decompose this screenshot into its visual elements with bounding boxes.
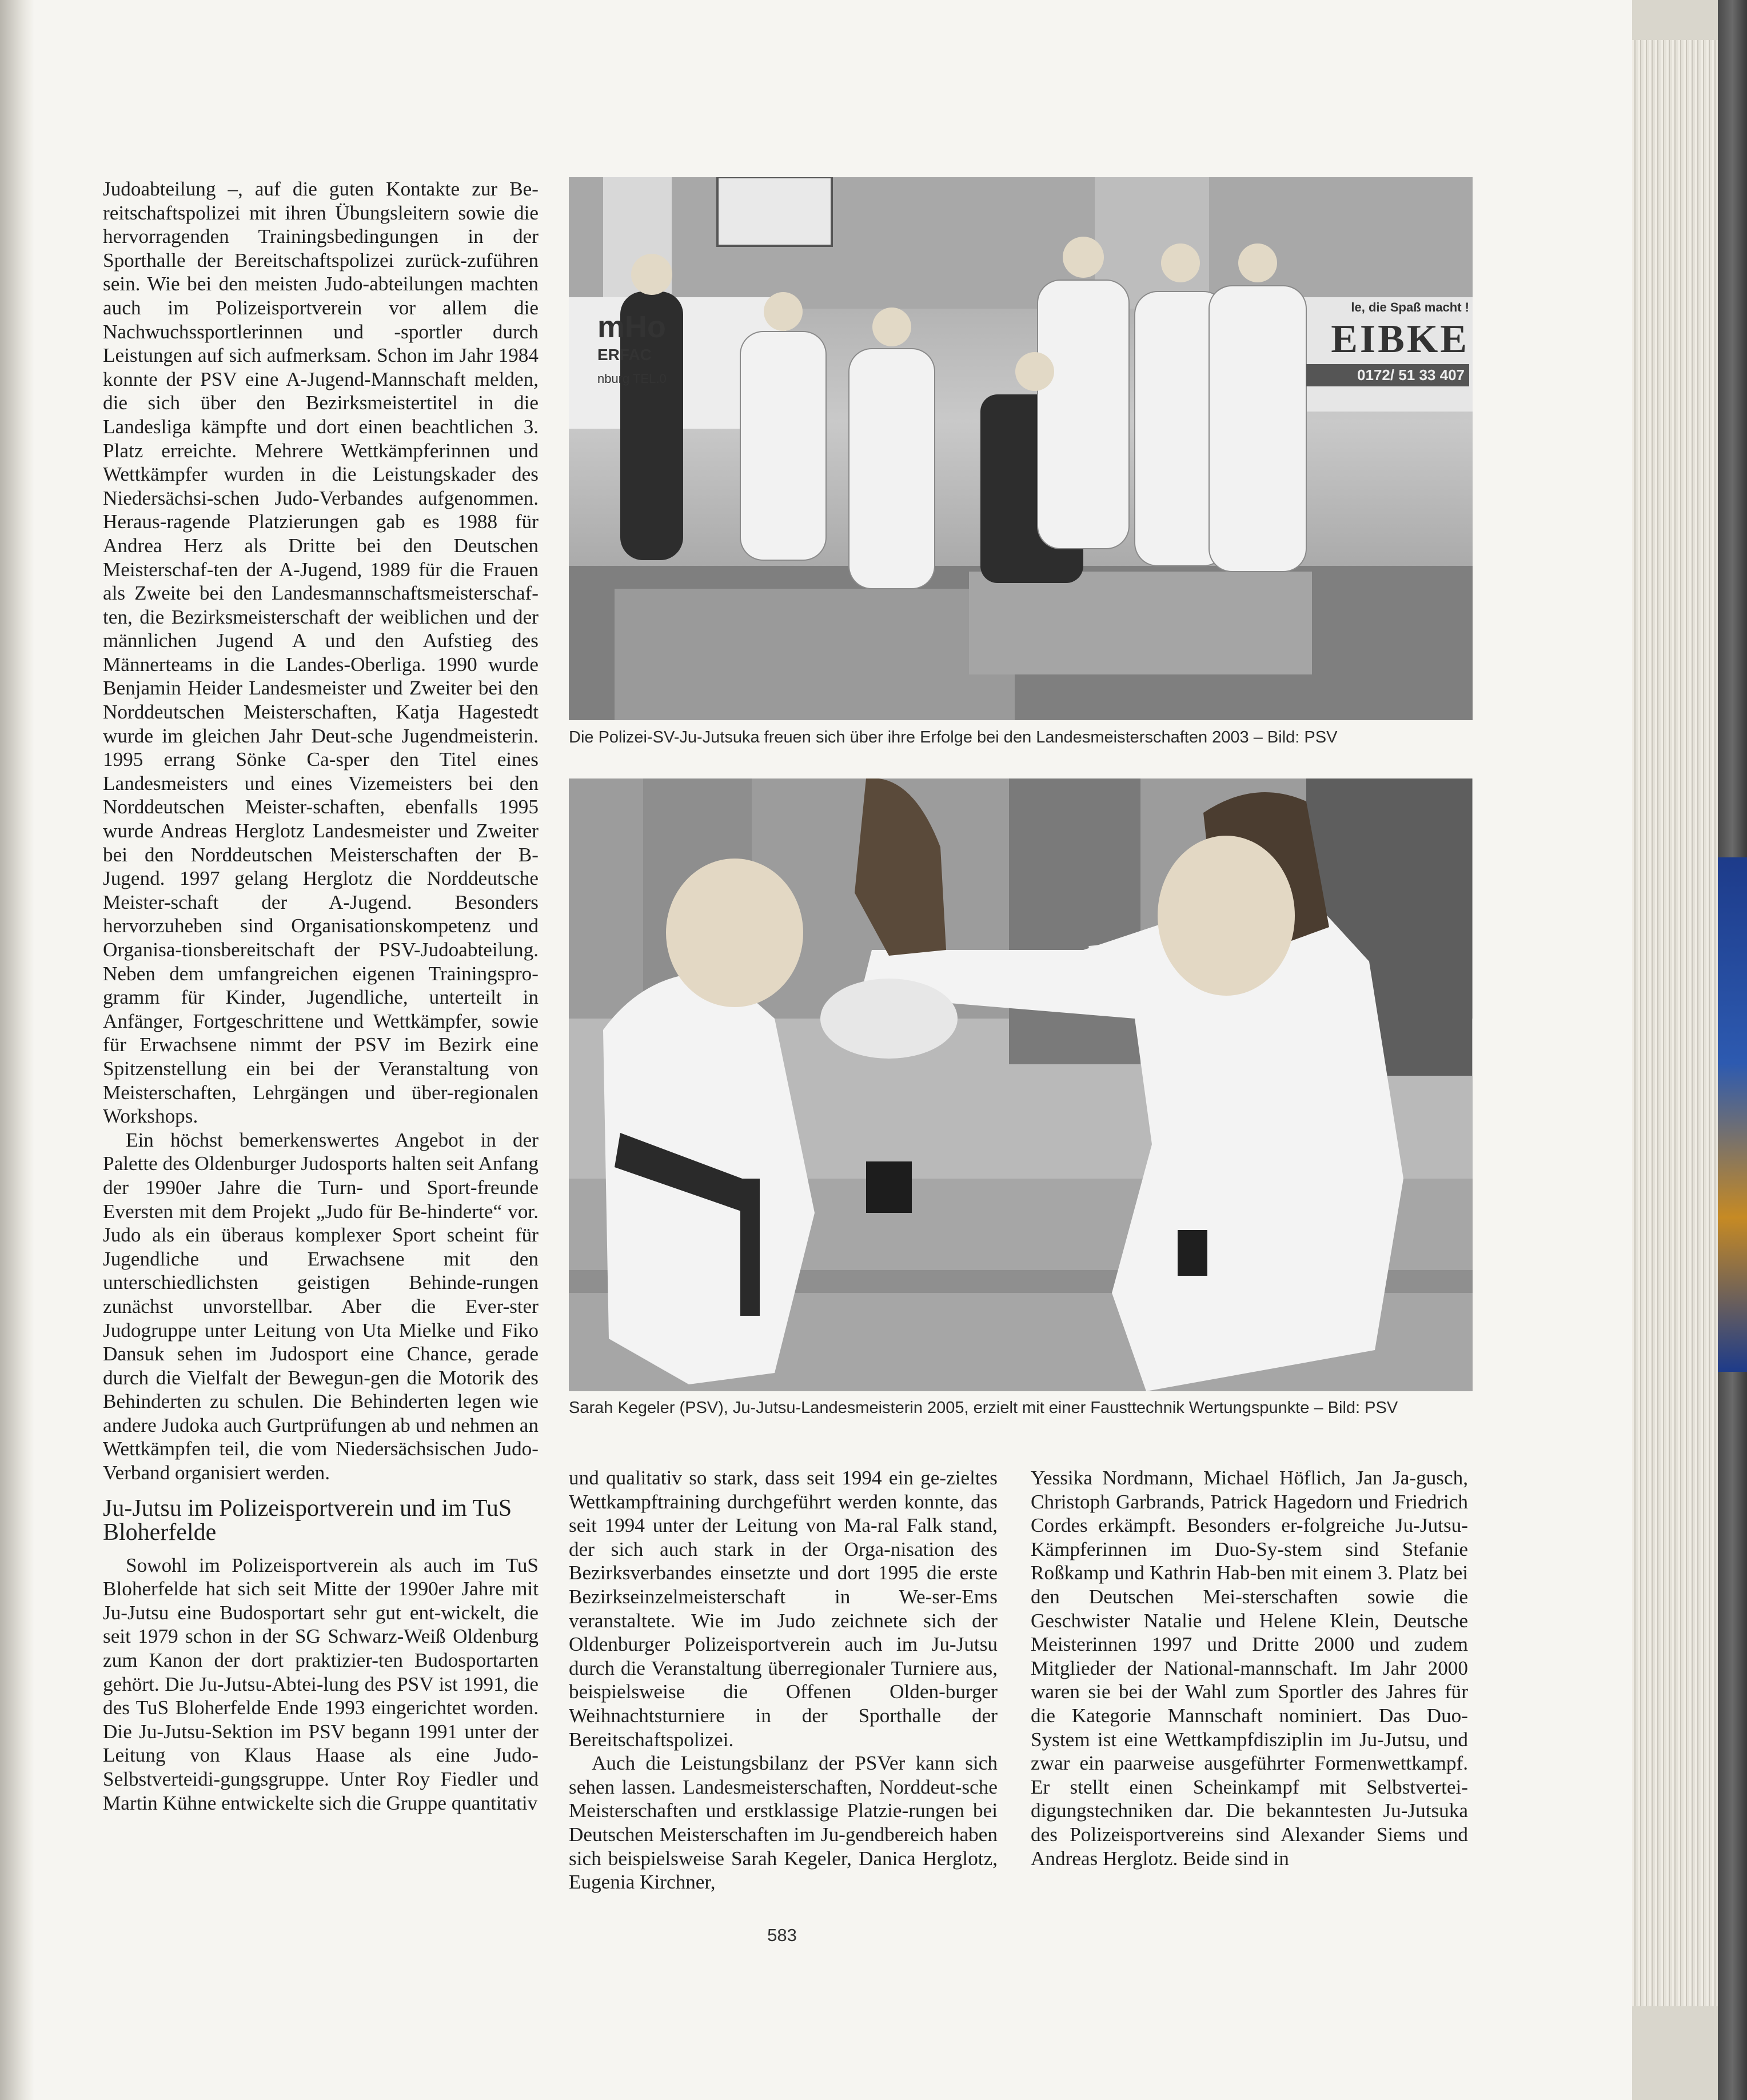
left-paragraph-1: Judoabteilung –, auf die guten Kontakte zur Be-reitschaftspolizei mit ihren Übungsleitern sowie die hervorragenden Trainingsbedingungen in der Sporthalle der Bereitschaftspolizei zurück-zuführen sein. Wie bei den meisten Judo-abteilungen machten auch im Polizeisportverein vor allem die Nachwuchssportlerinnen und -sportler durch Leistungen auf sich aufmerksam. Schon im Jahr 1984 konnte der PSV eine A-Jugend-Mannschaft melden, die sich über den Bezirksmeistertitel in die Landesliga kämpfte und dort einen beachtlichen 3. Platz erreichte. Mehrere Wettkämpferinnen und Wettkämpfer wurden in die Leistungskader des Niedersächsi-schen Judo-Verbandes aufgenommen. Heraus-ragende Platzierungen gab es 1988 für Andrea Herz als Dritte bei den Deutschen Meisterschaf-ten der A-Jugend, 1989 für die Frauen als Zweite bei den Landesmannschaftsmeisterschaf-ten, die Bezirksmeisterschaft der weiblichen und der männlichen Jugend A und den Aufstieg des Männerteams in die Landes-Oberliga. 1990 wurde Benjamin Heider Landesmeister und Zweiter bei den Norddeutschen Meisterschaften, Katja Hagestedt wurde im gleichen Jahr Deut-sche Jugendmeisterin. 1995 errang Sönke Ca-sper den Titel eines Landesmeisters und eines Vizemeisters bei den Norddeutschen Meister-schaften, ebenfalls 1995 wurde Andreas Herglotz Landesmeister und Zweiter bei den Norddeutschen Meisterschaften der B-Jugend. 1997 gelang Herglotz die Norddeutsche Meister-schaft der A-Jugend. Besonders hervorzuheben sind Organisationskompetenz und Organisa-tionsbereitschaft der PSV-Judoabteilung. Neben dem umfangreichen eigenen Trainingspro-gramm für Kinder, Jugendliche, unterteilt in Anfänger, Fortgeschrittene und Wettkämpfer, sowie für Erwachsene nimmt der PSV im Bezirk eine Spitzenstellung ein bei der Veranstaltung von Meisterschaften, Lehrgängen und über-regionalen Workshops. (103, 178, 539, 1128)
right-text-column (1031, 1466, 1468, 1870)
jujutsu-action-photo (569, 778, 1473, 1391)
cover-color-stripe (1718, 857, 1747, 1372)
banner-left: mHo ERFAC nburg TEL.0 (597, 310, 667, 386)
left-text-column (103, 177, 539, 1815)
middle-text-column (569, 1466, 998, 1894)
gutter-shadow (0, 0, 34, 2100)
page-number: 583 (767, 1925, 797, 1945)
left-paragraph-2: Ein höchst bemerkenswertes Angebot in der Palette des Oldenburger Judosports halten seit Anfang der 1990er Jahre die Turn- und Sport-freunde Eversten mit dem Projekt „Judo für Be-hinderte“ vor. Judo als ein überaus komplexer Sport scheint für Jugendliche und Erwachsene mit den unterschiedlichsten geistigen Behinde-rungen zunächst unvorstellbar. Aber die Ever-ster Judogruppe unter Leitung von Uta Mielke und Fiko Dansuk sehen im Judosport eine Chance, gerade durch die Vielfalt der Bewegun-gen die Motorik des Behinderten zu schulen. Die Behinderten legen wie andere Judoka auch Gurtprüfungen ab und nehmen an Wettkämpfen teil, die vom Niedersächsischen Judo-Verband organisiert werden. (103, 1128, 539, 1484)
left-paragraph-3: Sowohl im Polizeisportverein als auch im TuS Bloherfelde hat sich seit Mitte der 1990er Jahre mit Ju-Jutsu eine Budosportart sehr gut ent-wickelt, die seit 1979 schon in der SG Schwarz-Weiß Oldenburg zum Kanon der dort praktizier-ten Budosportarten gehört. Die Ju-Jutsu-Abtei-lung des PSV ist 1991, die des TuS Bloherfelde Ende 1993 eingerichtet worden. Die Ju-Jutsu-Sektion im PSV begann 1991 unter der Leitung von Klaus Haase als eine Judo-Selbstverteidi-gungsgruppe. Unter Roy Fiedler und Martin Kühne entwickelte sich die Gruppe quantitativ (103, 1554, 539, 1814)
banner-right: le, die Spaß macht ! EIBKE 0172/ 51 33 407 (1306, 300, 1469, 386)
photo2-caption: Sarah Kegeler (PSV), Ju-Jutsu-Landesmeisterin 2005, erzielt mit einer Fausttechnik Wertungspunkte – Bild: PSV (569, 1399, 1398, 1417)
group-podium-photo (569, 177, 1473, 720)
section-heading: Ju-Jutsu im Polizeisportverein und im TuS Bloherfelde (103, 1495, 512, 1546)
right-paragraph-1: Yessika Nordmann, Michael Höflich, Jan Ja-gusch, Christoph Garbrands, Patrick Hagedorn und Friedrich Cordes erkämpft. Besonders er-folgreiche Ju-Jutsu-Kämpferinnen im Duo-Sy-stem sind Stefanie Roßkamp und Kathrin Hab-ben mit einem 3. Platz bei den Deutschen Mei-sterschaften sowie die Geschwister Natalie und Helene Klein, Deutsche Meisterinnen 1997 und Dritte 2000 und zudem Mitglieder der National-mannschaft. Im Jahr 2000 waren sie bei der Wahl zum Sportler des Jahres für die Kategorie Mannschaft nominiert. Das Duo-System ist eine Wettkampfdisziplin im Ju-Jutsu, und zwar ein paarweise ausgeführter Formenwettkampf. Er stellt einen Scheinkampf mit Selbstvertei-digungstechniken dar. Die bekanntesten Ju-Jutsuka des Polizeisportvereins sind Alexander Siems und Andreas Herglotz. Beide sind in (1031, 1467, 1468, 1870)
middle-paragraph-1: und qualitativ so stark, dass seit 1994 ein ge-zieltes Wettkampftraining durchgeführt werden konnte, das seit 1994 unter der Leitung von Ma-ral Falk stand, der sich auch stark in der Orga-nisation des Bezirksverbandes einsetzte und dort 1995 die erste Bezirkseinzelmeisterschaft in We-ser-Ems veranstaltete. Wie im Judo zeichnete sich der Oldenburger Polizeisportverein auch im Ju-Jutsu durch die Veranstaltung überregionaler Turniere aus, beispielsweise die Offenen Olden-burger Weihnachtsturniere in der Sporthalle der Bereitschaftspolizei. (569, 1467, 998, 1751)
photo1-caption: Die Polizei-SV-Ju-Jutsuka freuen sich über ihre Erfolge bei den Landesmeisterschaften 2003 – Bild: PSV (569, 728, 1338, 746)
page-stack-edge (1632, 40, 1718, 2006)
middle-paragraph-2: Auch die Leistungsbilanz der PSVer kann sich sehen lassen. Landesmeisterschaften, Norddeut-sche Meisterschaften und erstklassige Platzie-rungen bei Deutschen Meisterschaften im Ju-gendbereich haben sich beispielsweise Sarah Kegeler, Danica Herglotz, Eugenia Kirchner, (569, 1752, 998, 1894)
